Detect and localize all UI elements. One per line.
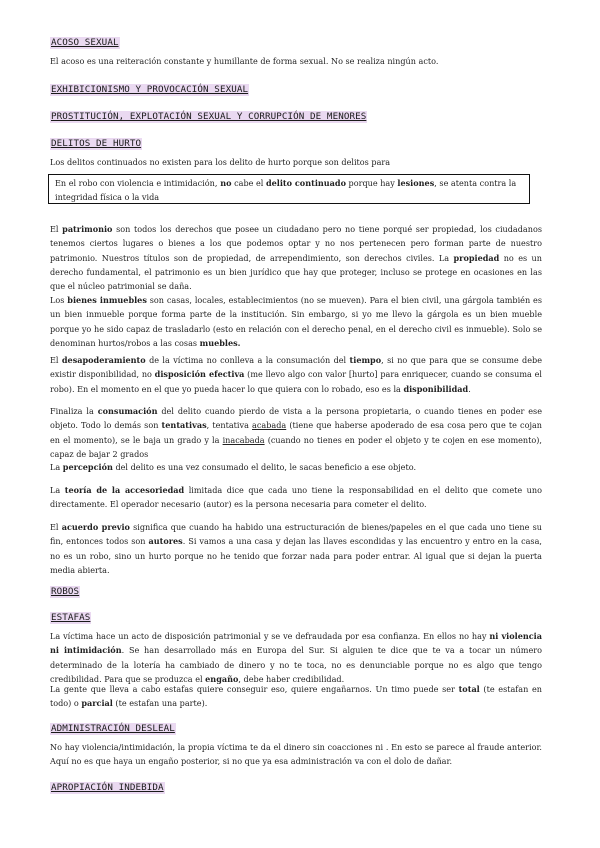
- paragraph-patrimonio: El patrimonio son todos los derechos que posee un ciudadano pero no tiene porqué ser propiedad, los ciudadanos tenemos ciertos lugares o bienes a los que podemos optar y no nos pertenecen pero forman parte de nuestro patrimonio. Nuestros títulos son de propiedad, de arrependimiento, son derechos civiles. La propiedad no es un derecho fundamental, el patrimonio es un bien jurídico que hay que proteger, incluso se protege en ocasiones en las que el núcleo patrimonial se daña.: [50, 224, 542, 292]
- highlight-box-robo-violencia: En el robo con violencia e intimidación, no cabe el delito continuado porque hay lesiones, se atenta contra la integridad física o la vida: [48, 174, 530, 204]
- paragraph-percepcion: La percepción del delito es una vez consumado el delito, le sacas beneficio a ese objeto.: [50, 462, 417, 472]
- paragraph-consumacion: Finaliza la consumación del delito cuando pierdo de vista a la persona propietaria, o cuando tienes en poder ese objeto. Todo lo demás son tentativas, tentativa acabada (tiene que haberse apoderado de esa cosa pero que te cojan en el momento), se le baja un grado y la inacabada (cuando no tienes en poder el objeto y te cojen en ese momento), capaz de bajar 2 grados: [50, 406, 543, 459]
- paragraph-desapoderamiento: El desapoderamiento de la víctima no conlleva a la consumación del tiempo, si no que para que se consume debe existir disponibilidad, no disposición efectiva (me llevo algo con valor [hurto] para enriquecer, cuando se consuma el robo). En el momento en el que yo pueda hacer lo que quiera con lo robado, eso es la disponibilidad.: [50, 355, 542, 394]
- heading-apropiacion-indebida: APROPIACIÓN INDEBIDA: [51, 782, 164, 793]
- heading-delitos-hurto: DELITOS DE HURTO: [51, 138, 142, 149]
- heading-acoso-sexual: ACOSO SEXUAL: [51, 37, 119, 48]
- heading-prostitucion: PROSTITUCIÓN, EXPLOTACIÓN SEXUAL Y CORRUPCIÓN DE MENORES: [51, 111, 367, 122]
- heading-exhibicionismo: EXHIBICIONISMO Y PROVOCACIÓN SEXUAL: [51, 84, 249, 95]
- paragraph-bienes-inmuebles: Los bienes inmuebles son casas, locales, establecimientos (no se mueven). Para el bien civil, una gárgola también es un bien inmueble porque forma parte de la institución. Sin embargo, si yo me llevo la gárgola es un bien mueble porque yo he sido capaz de trasladarlo (esto en relación con el derecho penal, en el derecho civil es inmueble). Solo se denominan hurtos/robos a las cosas muebles.: [50, 295, 542, 348]
- paragraph-accesoriedad: La teoría de la accesoriedad limitada dice que cada uno tiene la responsabilidad en el delito que comete uno directamente. El operador necesario (autor) es la persona necesaria para cometer el delito.: [50, 485, 542, 510]
- paragraph-acoso: El acoso es una reiteración constante y humillante de forma sexual. No se realiza ningún acto.: [50, 56, 439, 66]
- paragraph-estafas-2: La gente que lleva a cabo estafas quiere conseguir eso, quiere engañarnos. Un timo puede ser total (te estafan en todo) o parcial (te estafan una parte).: [50, 684, 543, 709]
- paragraph-estafas-1: La víctima hace un acto de disposición patrimonial y se ve defraudada por esa confianza. En ellos no hay ni violencia ni intimidación. Se han desarrollado más en Europa del Sur. Si alguien te dice que te va a tocar un número determinado de la lotería ha cambiado de dinero y no te toca, no es denunciable porque no es algo que tengo credibilidad. Para que se produzca el engaño, debe haber credibilidad.: [50, 631, 542, 684]
- paragraph-administracion: No hay violencia/intimidación, la propia víctima te da el dinero sin coacciones ni . En esto se parece al fraude anterior. Aquí no es que haya un engaño posterior, si no que ya esa administración va con el dolo de dañar.: [50, 742, 542, 767]
- heading-robos: ROBOS: [51, 586, 80, 597]
- paragraph-hurto-intro: Los delitos continuados no existen para los delito de hurto porque son delitos para: [50, 157, 391, 167]
- heading-administracion-desleal: ADMINISTRACIÓN DESLEAL: [51, 723, 175, 734]
- heading-estafas: ESTAFAS: [51, 612, 91, 623]
- paragraph-acuerdo-previo: El acuerdo previo significa que cuando ha habido una estructuración de bienes/papeles en el que cada uno tiene su fin, entonces todos son autores. Si vamos a una casa y dejan las llaves escondidas y las encuentro y entro en la casa, no es un robo, sino un hurto porque no he tenido que forzar nada para poder entrar. Al igual que si dejan la puerta media abierta.: [50, 522, 542, 575]
